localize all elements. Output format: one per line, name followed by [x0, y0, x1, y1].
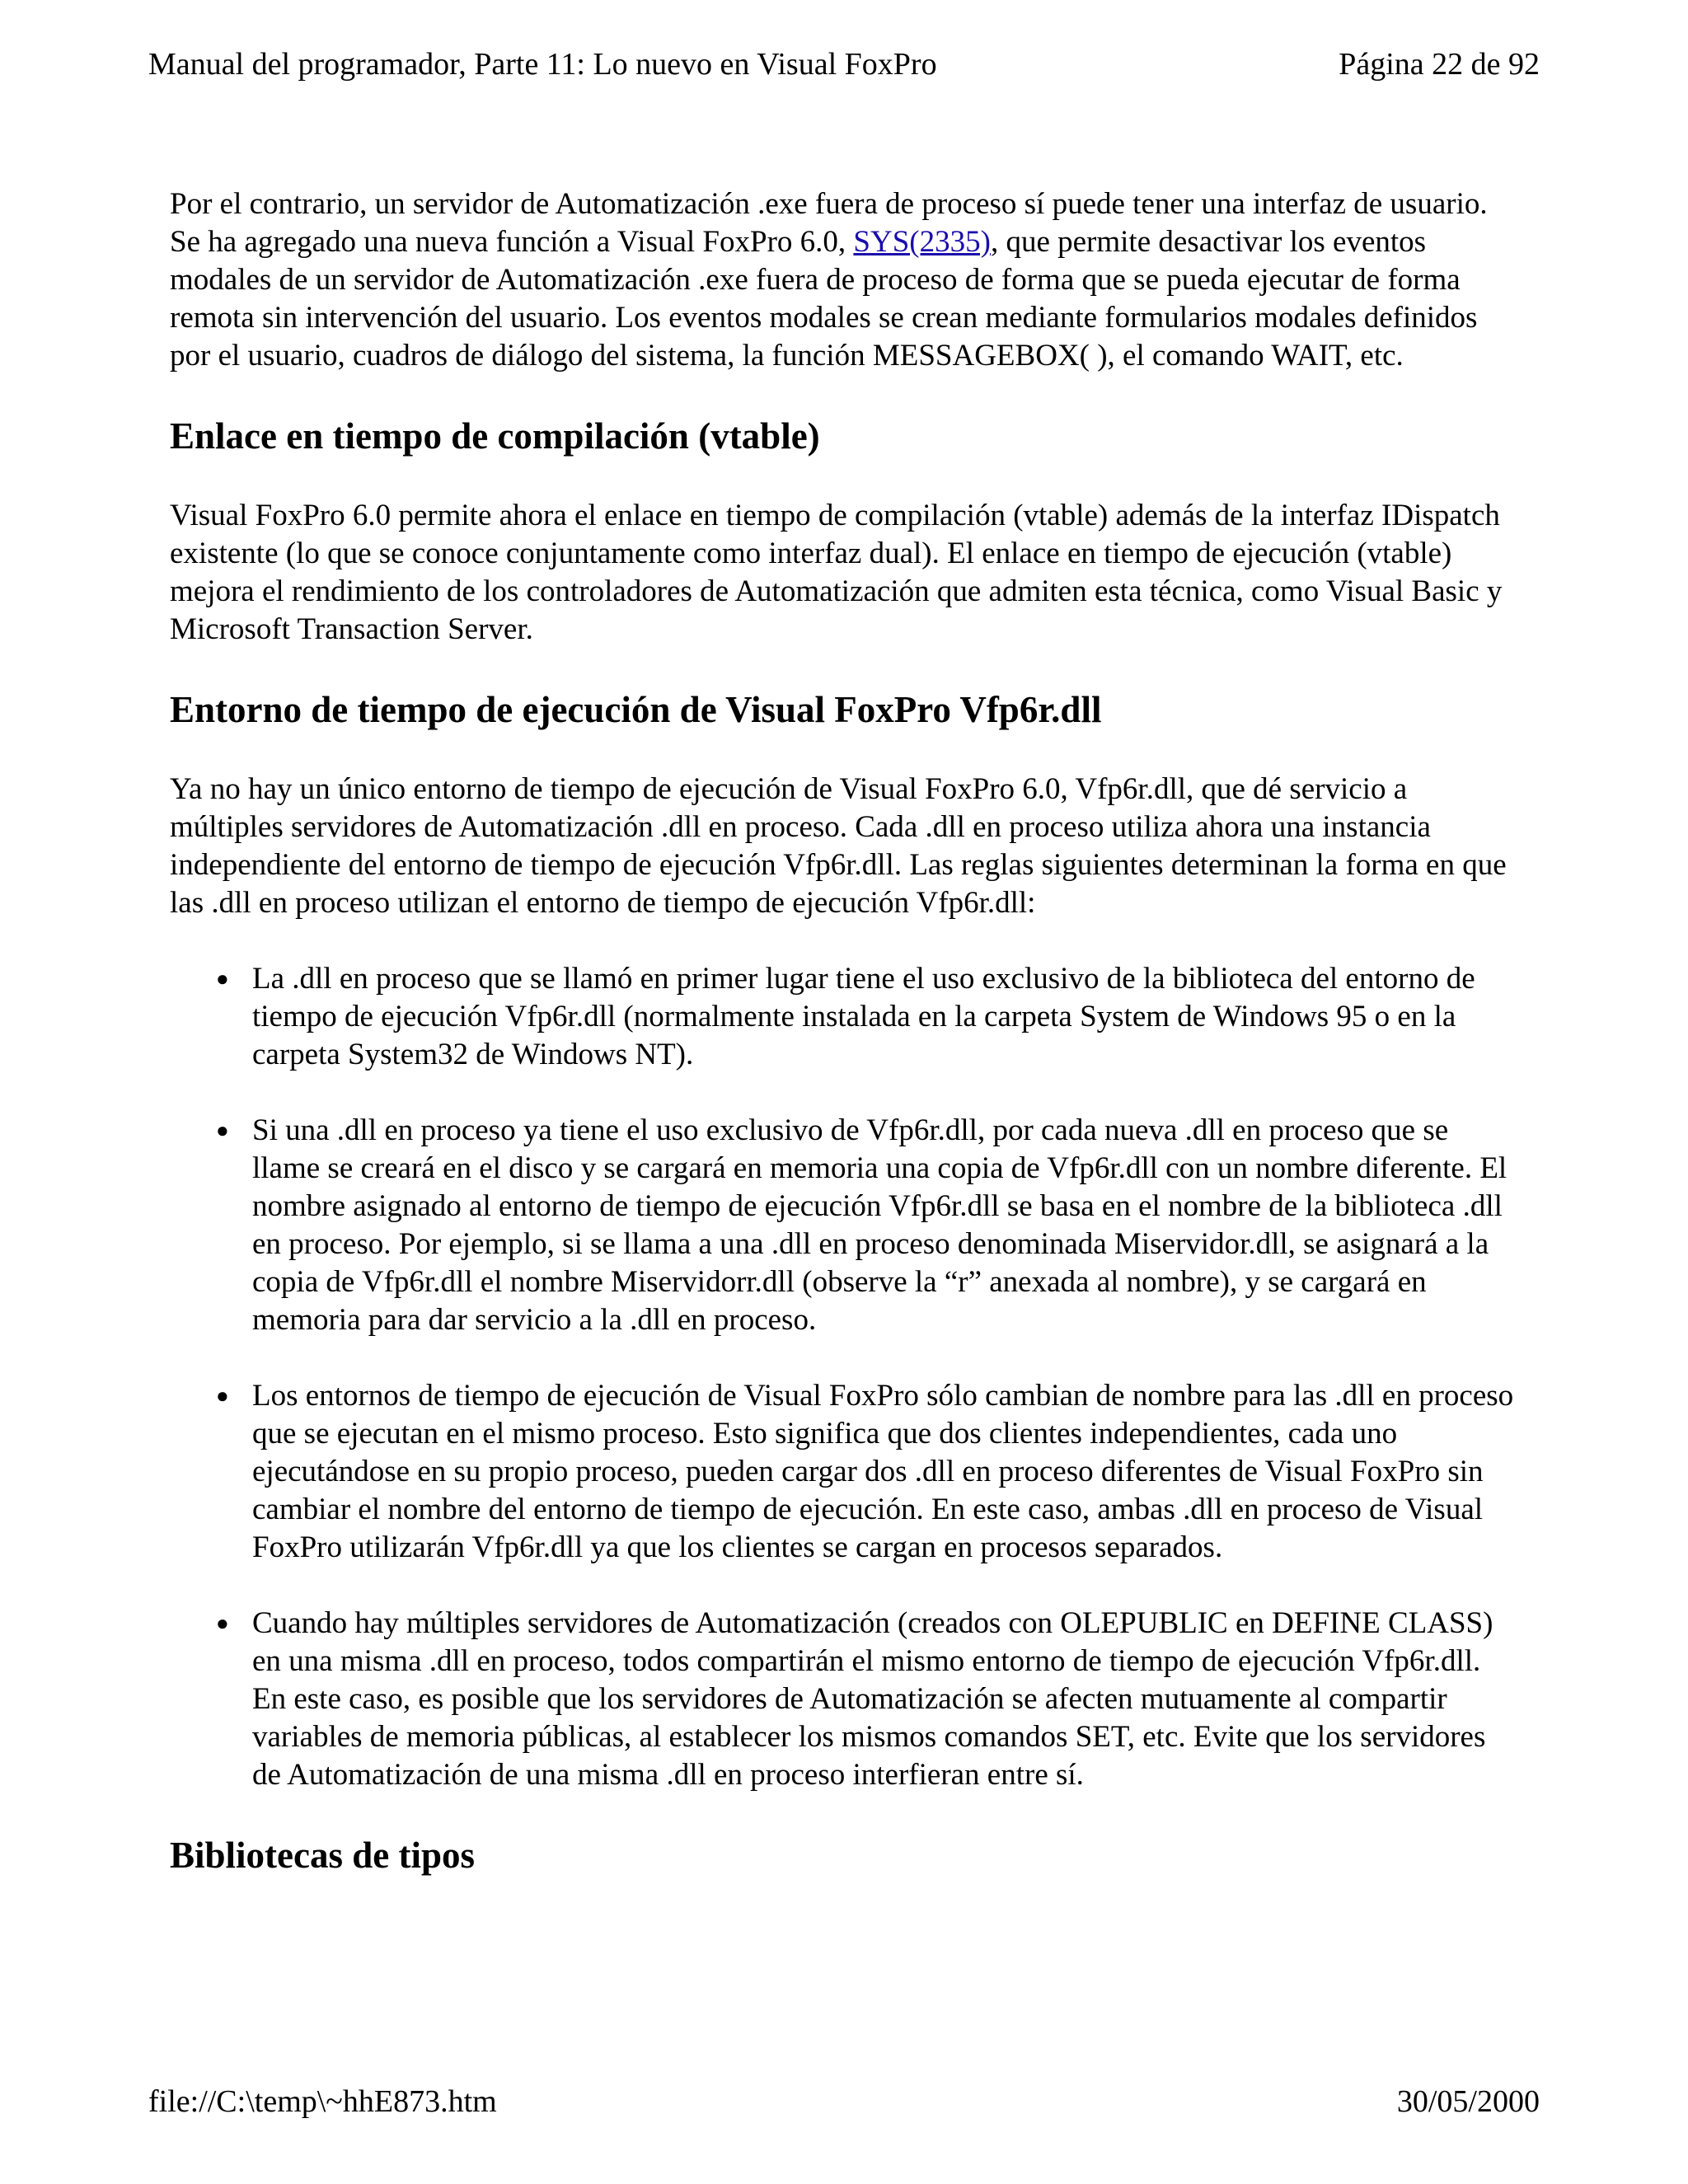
page-header: [148, 46, 1540, 84]
list-item: [170, 1605, 1522, 1794]
bullet-icon: ●: [216, 967, 229, 991]
intro-text-start: Por el contrario, un servidor de Automatización .exe fuera de proceso sí puede tener una interfaz de usuario. Se ha agregado una nueva función a Visual FoxPro 6.0,: [170, 187, 1488, 259]
bullet-icon: ●: [216, 1118, 229, 1142]
runtime-paragraph: Ya no hay un único entorno de tiempo de ejecución de Visual FoxPro 6.0, Vfp6r.dll, que dé servicio a múltiples servidores de Automatización .dll en proceso. Cada .dll en proceso utiliza ahora una instancia independiente del entorno de tiempo de ejecución Vfp6r.dll. Las reglas siguientes determinan la forma en que las .dll en proceso utilizan el entorno de tiempo de ejecución Vfp6r.dll:: [170, 772, 1507, 920]
document-title: Manual del programador, Parte 11: Lo nuevo en Visual FoxPro: [148, 47, 937, 82]
intro-text-end: , que permite desactivar los eventos modales de un servidor de Automatización .exe fuera de proceso de forma que se pueda ejecutar de forma remota sin intervención del usuario. Los eventos modales se crean mediante formularios modales definidos por el usuario, cuadros de diálogo del sistema, la función MESSAGEBOX( ), el comando WAIT, etc.: [170, 225, 1478, 373]
list-item: [170, 1112, 1522, 1339]
bullet-icon: ●: [216, 1611, 229, 1635]
vtable-paragraph: Visual FoxPro 6.0 permite ahora el enlace en tiempo de compilación (vtable) además de la interfaz IDispatch existente (lo que se conoce conjuntamente como interfaz dual). El enlace en tiempo de ejecución (vtable) mejora el rendimiento de los controladores de Automatización que admiten esta técnica, como Visual Basic y Microsoft Transaction Server.: [170, 499, 1503, 646]
intro-paragraph: [170, 185, 1522, 375]
print-date: 30/05/2000: [1396, 2084, 1540, 2119]
list-item-text: Cuando hay múltiples servidores de Automatización (creados con OLEPUBLIC en DEFINE CLASS) en una misma .dll en proceso, todos compartirán el mismo entorno de tiempo de ejecución Vfp6r.dll. En este caso, es posible que los servidores de Automatización se afecten mutuamente al compartir variables de memoria públicas, al establecer los mismos comandos SET, etc. Evite que los servidores de Automatización de una misma .dll en proceso interfieran entre sí.: [252, 1606, 1493, 1792]
section-heading-type-libraries: Bibliotecas de tipos: [170, 1835, 476, 1876]
document-body: [170, 185, 1522, 1916]
list-item-text: La .dll en proceso que se llamó en primer lugar tiene el uso exclusivo de la biblioteca del entorno de tiempo de ejecución Vfp6r.dll (normalmente instalada en la carpeta System de Windows 95 o en la carpeta System32 de Windows NT).: [252, 962, 1475, 1071]
list-item-text: Si una .dll en proceso ya tiene el uso exclusivo de Vfp6r.dll, por cada nueva .dll en proceso que se llame se creará en el disco y se cargará en memoria una copia de Vfp6r.dll con un nombre diferente. El nombre asignado al entorno de tiempo de ejecución Vfp6r.dll se basa en el nombre de la biblioteca .dll en proceso. Por ejemplo, si se llama a una .dll en proceso denominada Miservidor.dll, se asignará a la copia de Vfp6r.dll el nombre Miservidorr.dll (observe la “r” anexada al nombre), y se cargará en memoria para dar servicio a la .dll en proceso.: [252, 1113, 1507, 1337]
list-item-text: Los entornos de tiempo de ejecución de Visual FoxPro sólo cambian de nombre para las .dll en proceso que se ejecutan en el mismo proceso. Esto significa que dos clientes independientes, cada uno ejecutándose en su propio proceso, pueden cargar dos .dll en proceso diferentes de Visual FoxPro sin cambiar el nombre del entorno de tiempo de ejecución. En este caso, ambas .dll en proceso de Visual FoxPro utilizarán Vfp6r.dll ya que los clientes se cargan en procesos separados.: [252, 1379, 1514, 1564]
list-item: [170, 960, 1522, 1074]
page-number: Página 22 de 92: [1339, 47, 1540, 82]
section-heading-runtime: Entorno de tiempo de ejecución de Visual FoxPro Vfp6r.dll: [170, 689, 1102, 730]
file-path: file://C:\temp\~hhE873.htm: [148, 2084, 497, 2119]
section-heading-vtable: Enlace en tiempo de compilación (vtable): [170, 415, 820, 457]
page-footer: [148, 2083, 1540, 2121]
runtime-rules-list: [170, 960, 1522, 1794]
bullet-icon: ●: [216, 1384, 229, 1408]
sys2335-link[interactable]: SYS(2335): [853, 225, 991, 259]
list-item: [170, 1377, 1522, 1567]
